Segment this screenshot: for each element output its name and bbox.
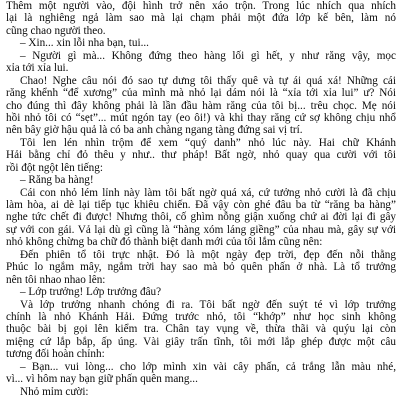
- text-line: nên tôi nhao nhao lên:: [6, 273, 106, 286]
- text-line: hồi nhỏ tôi có “sẹt”... mút ngón tay (eo ôi!) và khi thay răng cứ sợ không chịu nhổ: [6, 111, 396, 124]
- text-line: răng khểnh “để xương” của mình mà nhỏ lại dám nói là “xỉa tới xỉa lui” ư? Nói: [6, 87, 396, 100]
- dialogue-line: – Lớp trưởng! Lớp trưởng đâu?: [20, 286, 162, 299]
- text-line: chính là nhỏ Khánh Hải. Đứng trước nhỏ, tôi “khớp” như học sinh không: [6, 310, 396, 323]
- dialogue-line: – Răng ba hàng!: [20, 174, 94, 187]
- text-line: rồi đột ngột lên tiếng:: [6, 161, 103, 174]
- text-line: miệng cứ lắp bắp, ấp úng. Vài giây trấn tĩnh, tôi mới lắp ghép được một câu: [6, 335, 396, 348]
- text-line: sự với con gái. Vả lại dù gì cũng là “hàng xóm láng giềng” của nhau mà, gây sự với: [6, 223, 396, 236]
- text-line: cũng chao người theo.: [6, 24, 106, 37]
- text-line: nghe tức chết đi được! Nhưng thôi, cố ghìm nỗng giận xuống chứ ai đời lại đi gây: [6, 211, 396, 224]
- text-line: Thêm một người vào, đội hình trở nên xáo trộn. Trong lúc nhích qua nhích: [6, 0, 396, 12]
- text-line: vì... vì hôm nay bạn giữ phấn quên mang...: [6, 373, 198, 386]
- dialogue-line: – Bạn... vui lòng... cho lớp mình xin vài cây phấn, cả trắng lẫn màu nhé,: [20, 360, 396, 373]
- dialogue-line: – Người gì mà... Không đứng theo hàng lối gì hết, y như răng vậy, mọc: [20, 49, 396, 62]
- paragraph-first-line: Chao! Nghe câu nói đó sao tự dưng tôi thấy quê và tự ái quá xá! Những cái: [20, 74, 396, 87]
- text-line: xỉa tới xỉa lui.: [6, 62, 69, 75]
- body-text: [6, 0, 396, 398]
- paragraph-first-line: Tôi len lén nhìn trộm để xem “quý danh” nhỏ lúc này. Hai chữ Khánh: [20, 136, 396, 149]
- paragraph-first-line: Nhỏ mỉm cười:: [20, 385, 89, 398]
- dialogue-line: – Xin... xin lỗi nha bạn, tui...: [20, 37, 149, 50]
- text-line: Hải bằng chỉ đỏ thêu y như.. thư pháp! Bất ngờ, nhỏ quay qua cười với tôi: [6, 149, 396, 162]
- text-line: tương đối hoàn chỉnh:: [6, 348, 105, 361]
- paragraph-first-line: Đến phiên tổ tôi trực nhật. Đó là một ngày đẹp trời, đẹp đến nỗi thằng: [20, 248, 396, 261]
- text-line: Phúc lo ngắm mây, ngắm trời hay sao mà bỏ quên phấn ở nhà. Là tổ trưởng: [6, 261, 396, 274]
- text-line: lại là nghiêng ngả làm sao mà lại chạm phải một đứa lớp kế bên, làm nó: [6, 12, 396, 25]
- paragraph-first-line: Cái con nhỏ lém lỉnh này làm tôi bất ngờ quá xá, cứ tưởng nhỏ cười là đã chịu: [20, 186, 396, 199]
- text-line: cho đúng thì đây không phải là lần đầu hàm răng của tôi bị... trêu chọc. Mẹ nói: [6, 99, 396, 112]
- text-line: nên bây giờ hậu quả là có ba anh chàng ngang tàng đứng sai vị trí.: [6, 124, 303, 137]
- text-line: nhỏ không chừng ba chữ đó thành biệt danh mới của tôi lắm cũng nên:: [6, 236, 323, 249]
- text-line: thuộc bài bị gọi lên kiểm tra. Chân tay vụng về, thừa thãi và quýu lại còn: [6, 323, 396, 336]
- paragraph-first-line: Và lớp trưởng nhanh chóng đi ra. Tôi bất ngờ đến suýt té vì lớp trưởng: [20, 298, 396, 311]
- text-line: làm hòa, ai dè lại tiếp tục khiêu chiến. Đã vậy còn ghé đâu ba từ “răng ba hàng”: [6, 199, 396, 211]
